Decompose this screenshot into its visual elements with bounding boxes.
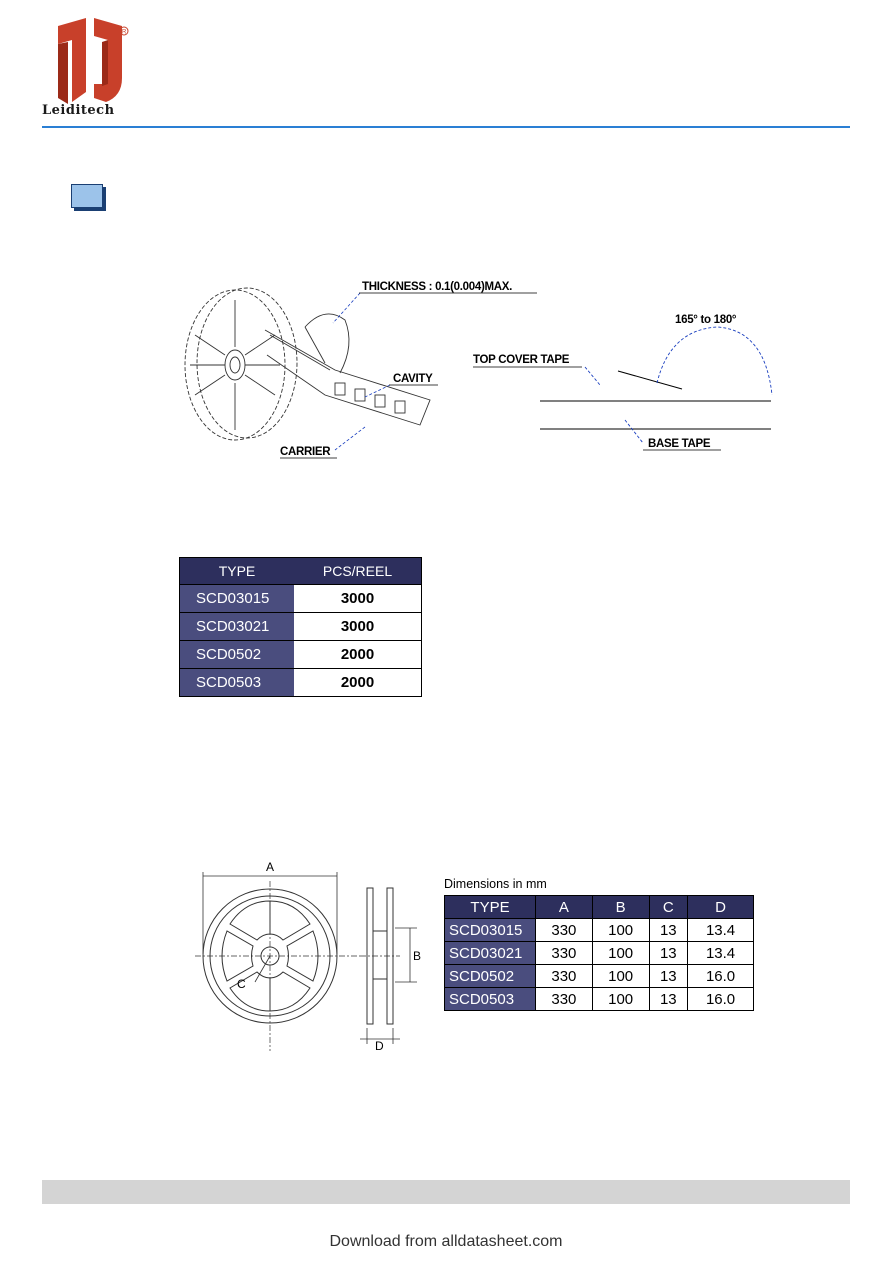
dimension-b-label: B bbox=[413, 949, 422, 963]
dimension-d-label: D bbox=[375, 1039, 384, 1051]
c-cell: 13 bbox=[649, 942, 688, 965]
column-header-type: TYPE bbox=[445, 896, 536, 919]
type-cell: SCD03015 bbox=[180, 585, 295, 613]
table-header-row bbox=[180, 558, 422, 585]
type-cell: SCD03015 bbox=[445, 919, 536, 942]
c-cell: 13 bbox=[649, 919, 688, 942]
footer-bar bbox=[42, 1180, 850, 1204]
a-cell: 330 bbox=[536, 988, 593, 1011]
pcs-cell: 3000 bbox=[294, 613, 422, 641]
c-cell: 13 bbox=[649, 965, 688, 988]
b-cell: 100 bbox=[592, 942, 649, 965]
table-row bbox=[180, 585, 422, 613]
column-header-b: B bbox=[592, 896, 649, 919]
column-header-pcs: PCS/REEL bbox=[294, 558, 422, 585]
a-cell: 330 bbox=[536, 942, 593, 965]
a-cell: 330 bbox=[536, 919, 593, 942]
base-tape-label: BASE TAPE bbox=[648, 438, 711, 450]
dimension-c-label: C bbox=[237, 977, 246, 991]
pcs-cell: 3000 bbox=[294, 585, 422, 613]
d-cell: 16.0 bbox=[688, 988, 754, 1011]
cavity-label: CAVITY bbox=[393, 373, 433, 385]
table-row bbox=[445, 988, 754, 1011]
type-cell: SCD03021 bbox=[180, 613, 295, 641]
d-cell: 16.0 bbox=[688, 965, 754, 988]
pcs-cell: 2000 bbox=[294, 669, 422, 697]
d-cell: 13.4 bbox=[688, 942, 754, 965]
type-cell: SCD03021 bbox=[445, 942, 536, 965]
type-cell: SCD0503 bbox=[180, 669, 295, 697]
column-header-c: C bbox=[649, 896, 688, 919]
table-row bbox=[445, 942, 754, 965]
download-link[interactable]: Download from alldatasheet.com bbox=[329, 1233, 563, 1250]
c-cell: 13 bbox=[649, 988, 688, 1011]
type-cell: SCD0502 bbox=[445, 965, 536, 988]
type-cell: SCD0502 bbox=[180, 641, 295, 669]
column-header-a: A bbox=[536, 896, 593, 919]
svg-text:R: R bbox=[122, 29, 127, 36]
column-header-type: TYPE bbox=[180, 558, 295, 585]
column-header-d: D bbox=[688, 896, 754, 919]
pcs-cell: 2000 bbox=[294, 641, 422, 669]
section-marker-icon bbox=[71, 184, 103, 208]
thickness-label: THICKNESS : 0.1(0.004)MAX. bbox=[362, 281, 513, 293]
top-cover-tape-label: TOP COVER TAPE bbox=[473, 354, 570, 366]
b-cell: 100 bbox=[592, 988, 649, 1011]
dimensions-caption: Dimensions in mm bbox=[444, 877, 547, 891]
table-row bbox=[445, 965, 754, 988]
table-row bbox=[445, 919, 754, 942]
brand-name: Leiditech bbox=[42, 103, 115, 118]
reel-quantity-table bbox=[179, 557, 422, 697]
b-cell: 100 bbox=[592, 919, 649, 942]
carrier-label: CARRIER bbox=[280, 446, 331, 458]
table-row bbox=[180, 613, 422, 641]
header-divider bbox=[42, 126, 850, 128]
dimension-a-label: A bbox=[266, 860, 275, 874]
d-cell: 13.4 bbox=[688, 919, 754, 942]
b-cell: 100 bbox=[592, 965, 649, 988]
table-header-row bbox=[445, 896, 754, 919]
table-row bbox=[180, 641, 422, 669]
reel-dimension-drawing bbox=[195, 856, 425, 1051]
reel-dimensions-table bbox=[444, 895, 754, 1011]
tape-reel-drawing bbox=[175, 275, 795, 475]
type-cell: SCD0503 bbox=[445, 988, 536, 1011]
table-row bbox=[180, 669, 422, 697]
peel-angle-label: 165° to 180° bbox=[675, 314, 737, 326]
a-cell: 330 bbox=[536, 965, 593, 988]
